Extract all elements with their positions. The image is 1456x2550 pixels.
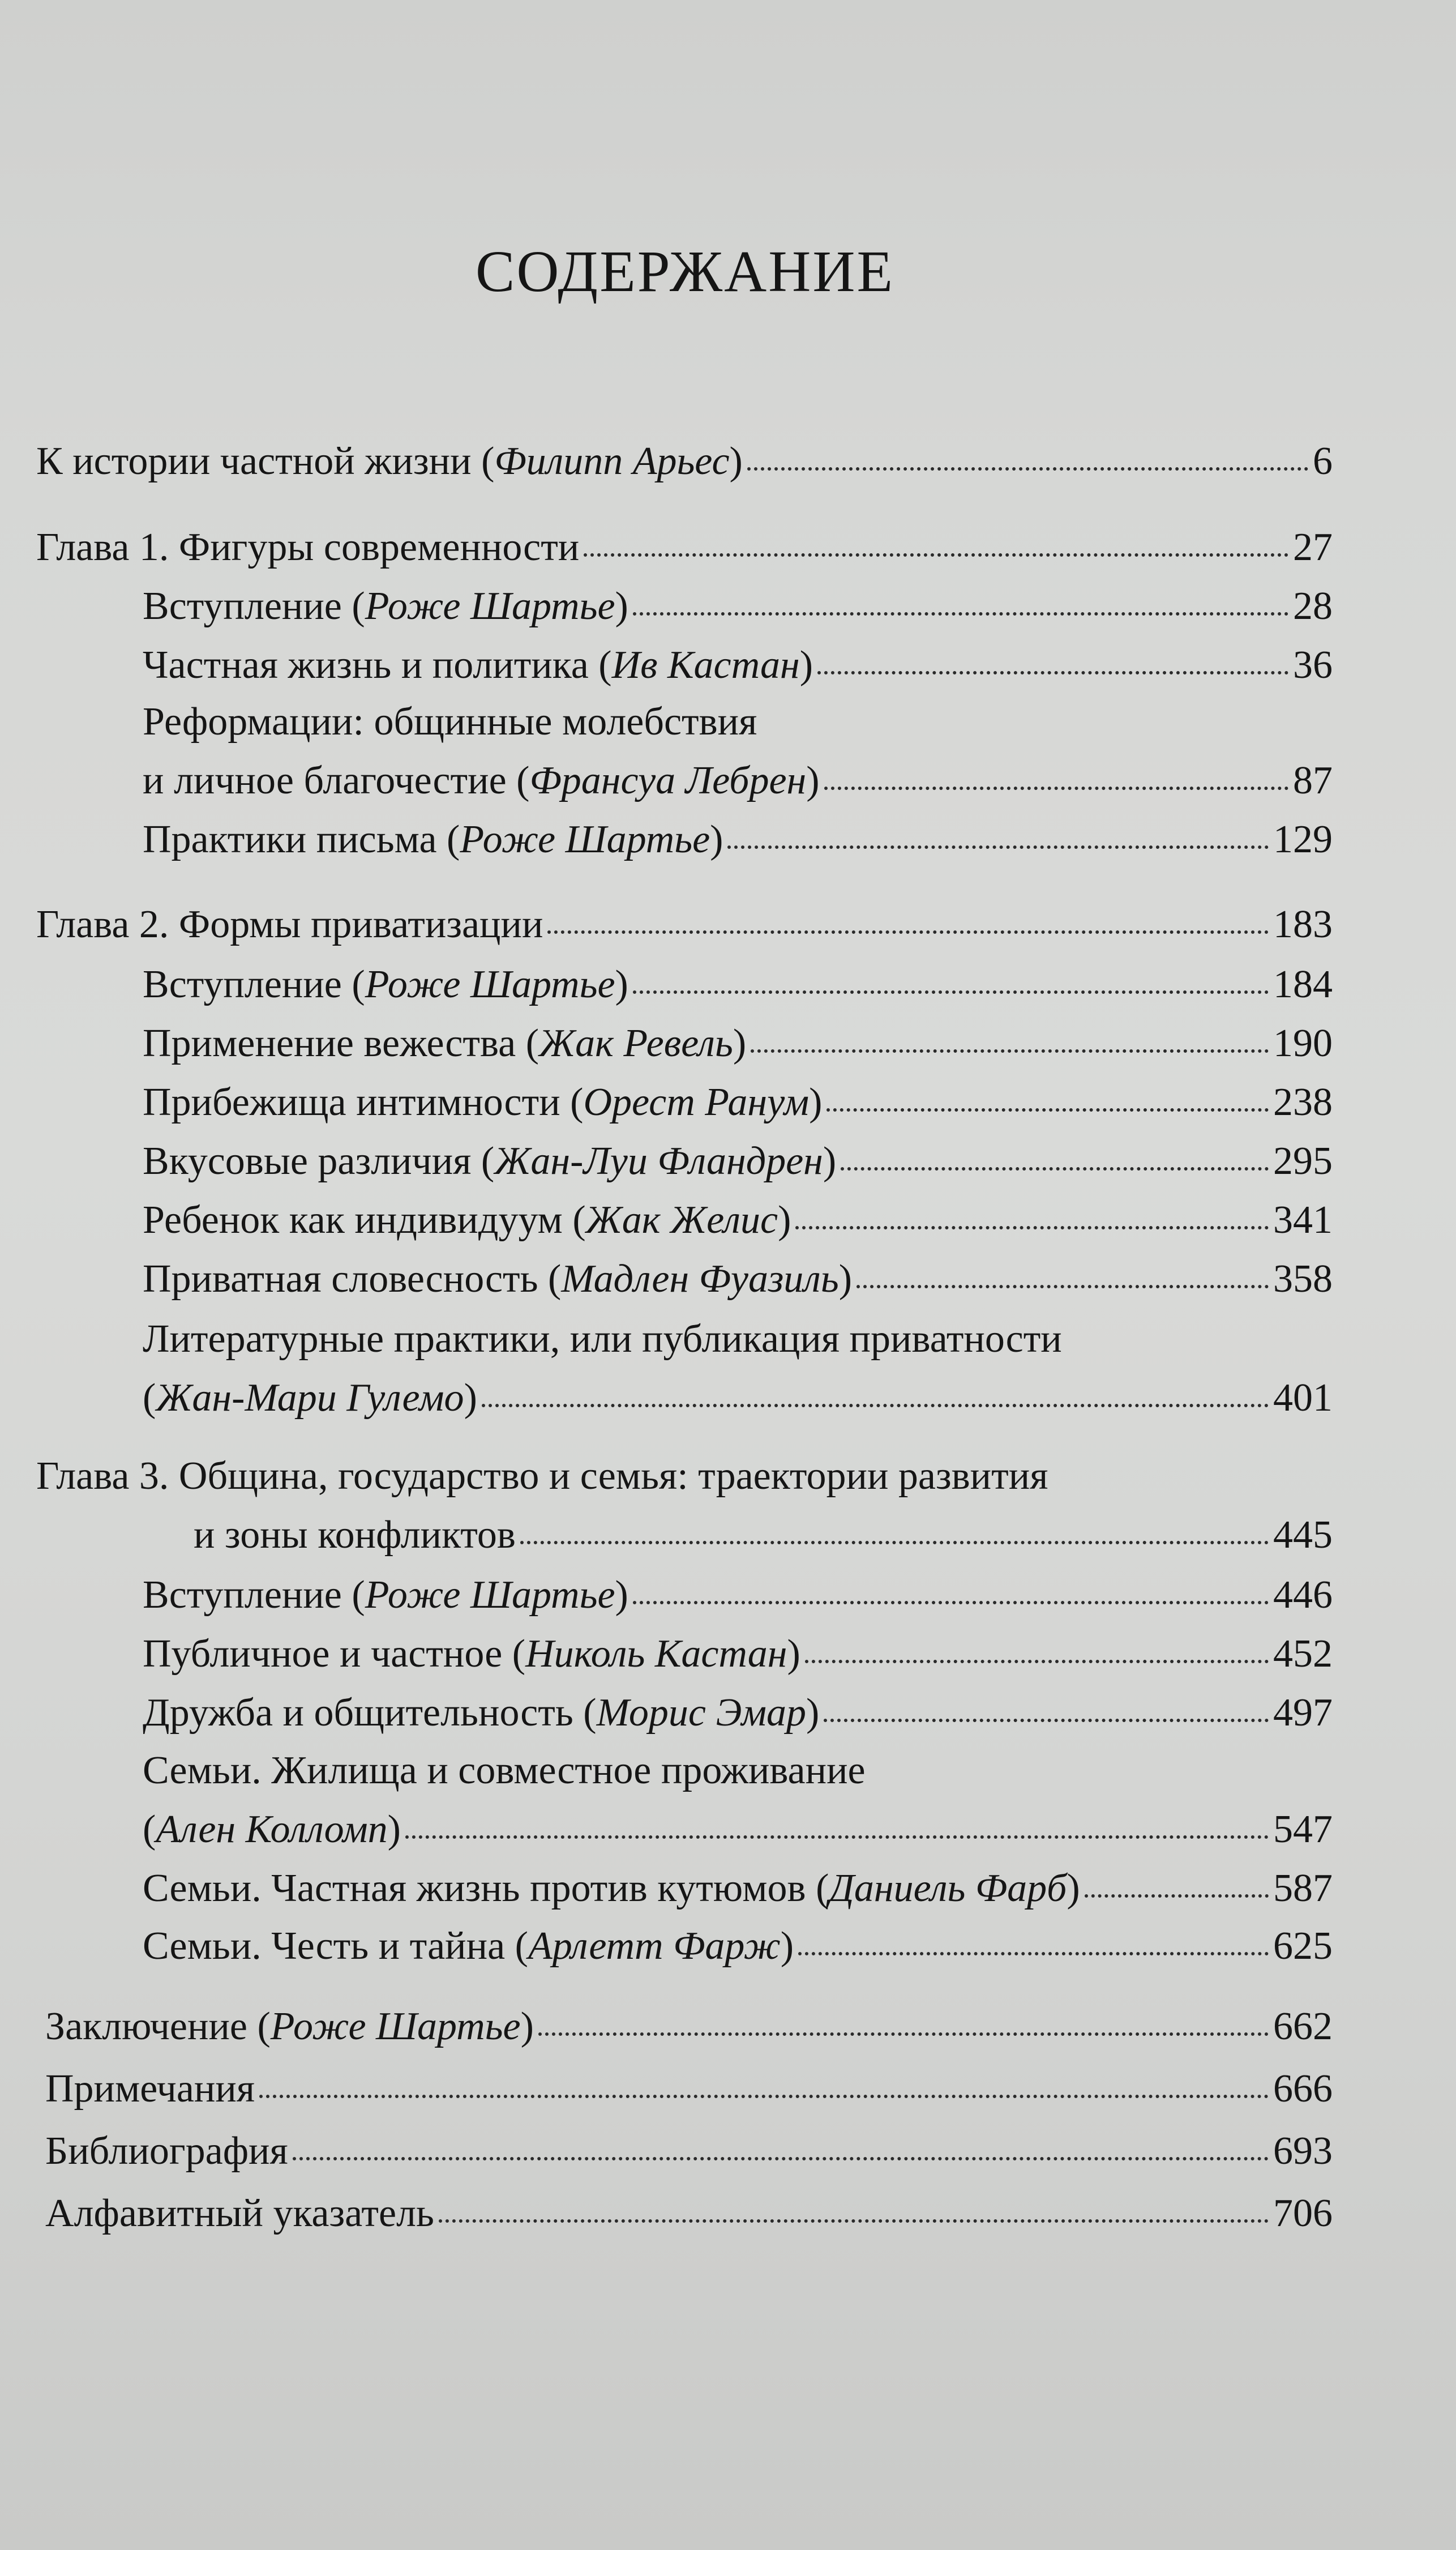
entry-title-line: Глава 3. Община, государство и семья: траектории развития [36, 1454, 1048, 1498]
dot-leader [841, 1167, 1269, 1171]
page-number: 184 [1273, 963, 1333, 1006]
entry-title: Прибежища интимности (Орест Ранум) [143, 1080, 823, 1124]
entry-title: и зоны конфликтов [194, 1513, 516, 1557]
toc-entry [143, 1319, 1333, 1418]
toc-entry [143, 1693, 1333, 1733]
entry-title-line: Литературные практики, или публикация приватности [143, 1317, 1062, 1361]
entry-title: Вступление (Роже Шартье) [143, 584, 628, 628]
entry-title: Практики письма (Роже Шартье) [143, 818, 723, 861]
dot-leader [1085, 1894, 1269, 1898]
page-number: 497 [1273, 1691, 1333, 1735]
entry-title: Публичное и частное (Николь Кастан) [143, 1632, 800, 1676]
toc-entry [143, 965, 1333, 1005]
toc-entry [45, 2194, 1333, 2233]
dot-leader [633, 1601, 1269, 1604]
dot-leader [520, 1541, 1269, 1544]
dot-leader [405, 1835, 1269, 1839]
entry-title: и личное благочестие (Франсуа Лебрен) [143, 759, 820, 802]
dot-leader [817, 671, 1288, 674]
dot-leader [584, 553, 1288, 557]
page-number: 666 [1273, 2067, 1333, 2111]
toc-entry [143, 584, 1333, 628]
dot-leader [633, 990, 1269, 994]
dot-leader [805, 1660, 1269, 1663]
entry-title: К истории частной жизни (Филипп Арьес) [36, 439, 743, 483]
entry-title-line: Семьи. Жилища и совместное проживание [143, 1749, 866, 1792]
entry-title: Глава 1. Фигуры современности [36, 526, 580, 569]
dot-leader [795, 1226, 1269, 1229]
toc-entry [143, 1198, 1333, 1242]
page-number: 706 [1273, 2192, 1333, 2235]
page-number: 28 [1293, 584, 1333, 628]
toc-entry [143, 1634, 1333, 1674]
page-number: 625 [1273, 1924, 1333, 1968]
dot-leader [482, 1404, 1269, 1407]
toc-entry [143, 1024, 1333, 1063]
toc-entry [45, 2069, 1333, 2109]
entry-title: Ребенок как индивидуум (Жак Желис) [143, 1198, 791, 1242]
entry-title: Применение вежества (Жак Ревель) [143, 1022, 747, 1065]
page-number: 547 [1273, 1808, 1333, 1851]
page-number: 87 [1293, 759, 1333, 802]
dot-leader [747, 467, 1308, 471]
page-number: 183 [1273, 903, 1333, 946]
entry-title: (Жан-Мари Гулемо) [143, 1376, 477, 1420]
entry-title: Вступление (Роже Шартье) [143, 963, 628, 1006]
toc-entry [45, 2007, 1333, 2047]
page-number: 446 [1273, 1573, 1333, 1617]
page-number: 190 [1273, 1022, 1333, 1065]
dot-leader [727, 845, 1269, 849]
toc-entry [143, 702, 1333, 801]
entry-title: Семьи. Честь и тайна (Арлетт Фарж) [143, 1924, 794, 1968]
entry-title: Вкусовые различия (Жан-Луи Фландрен) [143, 1139, 837, 1183]
toc-entry [143, 643, 1333, 687]
page-number: 238 [1273, 1080, 1333, 1124]
toc-entry [143, 1259, 1333, 1299]
entry-title: Примечания [45, 2067, 255, 2111]
dot-leader [547, 930, 1269, 934]
toc-entry [143, 1575, 1333, 1615]
page-number: 6 [1313, 439, 1333, 483]
entry-title: (Ален Колломп) [143, 1808, 401, 1851]
entry-title: Частная жизнь и политика (Ив Кастан) [143, 643, 813, 687]
page-number: 295 [1273, 1139, 1333, 1183]
toc-entry [45, 2129, 1333, 2173]
page-number: 358 [1273, 1257, 1333, 1301]
dot-leader [259, 2095, 1269, 2098]
dot-leader [293, 2157, 1269, 2160]
toc-entry [143, 1080, 1333, 1124]
dot-leader [439, 2219, 1269, 2223]
dot-leader [824, 1719, 1269, 1722]
toc-chapter [36, 905, 1333, 945]
toc-entry [36, 439, 1333, 483]
dot-leader [798, 1952, 1269, 1955]
toc-entry [143, 1139, 1333, 1183]
toc-entry [143, 1751, 1333, 1850]
dot-leader [824, 787, 1288, 790]
toc-chapter [36, 528, 1333, 567]
page-number: 36 [1293, 643, 1333, 687]
page-number: 27 [1293, 526, 1333, 569]
dot-leader [751, 1049, 1269, 1053]
toc-entry [143, 1866, 1333, 1910]
page-number: 401 [1273, 1376, 1333, 1420]
page-number: 452 [1273, 1632, 1333, 1676]
page-number: 341 [1273, 1198, 1333, 1242]
dot-leader [827, 1108, 1269, 1112]
page-number: 445 [1273, 1513, 1333, 1557]
entry-title-line: Реформации: общинные молебствия [143, 700, 757, 744]
page-title: СОДЕРЖАНИЕ [476, 239, 894, 304]
entry-title: Приватная словесность (Мадлен Фуазиль) [143, 1257, 852, 1301]
entry-title: Заключение (Роже Шартье) [45, 2005, 534, 2048]
entry-title: Вступление (Роже Шартье) [143, 1573, 628, 1617]
dot-leader [633, 612, 1288, 616]
page-number: 693 [1273, 2129, 1333, 2173]
page-number: 587 [1273, 1866, 1333, 1910]
toc-entry [143, 820, 1333, 860]
dot-leader [857, 1285, 1269, 1288]
entry-title: Семьи. Частная жизнь против кутюмов (Даниель Фарб) [143, 1866, 1080, 1910]
entry-title: Дружба и общительность (Морис Эмар) [143, 1691, 820, 1735]
entry-title: Глава 2. Формы приватизации [36, 903, 543, 946]
entry-title: Алфавитный указатель [45, 2192, 434, 2235]
toc-chapter [36, 1456, 1333, 1555]
page-number: 662 [1273, 2005, 1333, 2048]
toc-entry [143, 1924, 1333, 1968]
dot-leader [538, 2032, 1269, 2036]
entry-title: Библиография [45, 2129, 288, 2173]
page-number: 129 [1273, 818, 1333, 861]
